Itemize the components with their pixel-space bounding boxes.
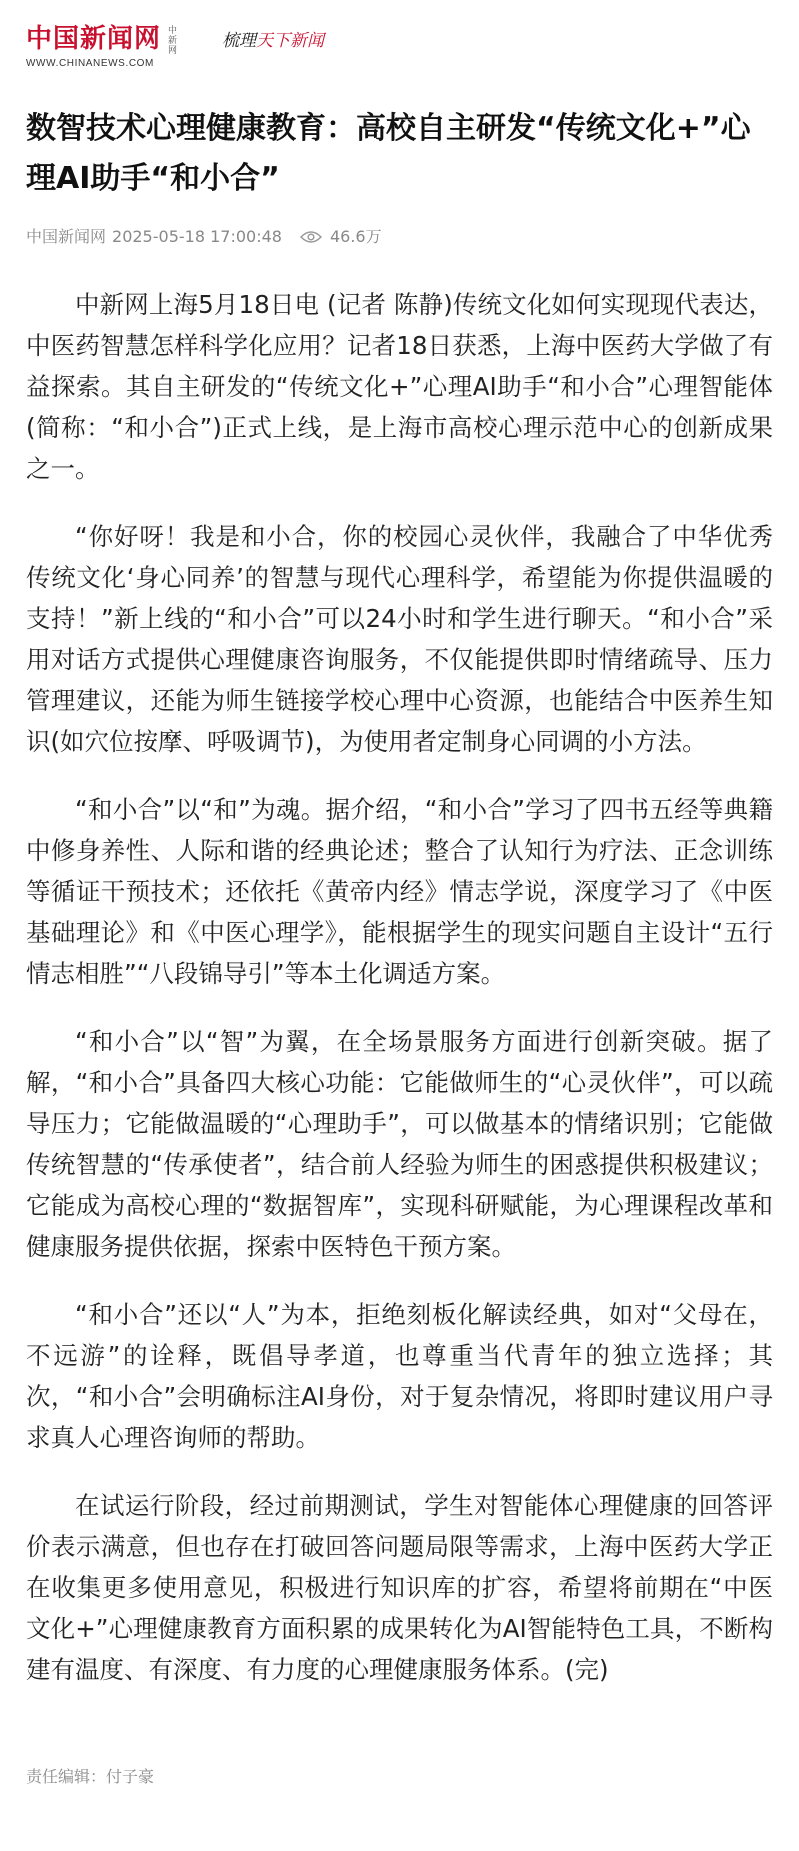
responsible-editor: 责任编辑：付子豪 xyxy=(26,1767,155,1786)
article-paragraph: “你好呀！我是和小合，你的校园心灵伙伴，我融合了中华优秀传统文化‘身心同养’的智慧与现代心理科学，希望能为你提供温暖的支持！”新上线的“和小合”可以24小时和学生进行聊天。“和小合”采用对话方式提供心理健康咨询服务，不仅能提供即时情绪疏导、压力管理建议，还能为师生链接学校心理中心资源，也能结合中医养生知识(如穴位按摩、呼吸调节)，为使用者定制身心同调的小方法。 xyxy=(26,522,773,756)
article-meta xyxy=(26,226,382,248)
article-paragraph: 在试运行阶段，经过前期测试，学生对智能体心理健康的回答评价表示满意，但也存在打破回答问题局限等需求，上海中医药大学正在收集更多使用意见，积极进行知识库的扩容，希望将前期在“中医文化+”心理健康教育方面积累的成果转化为AI智能特色工具，不断构建有温度、有深度、有力度的心理健康服务体系。(完) xyxy=(26,1491,773,1684)
slogan-highlight: 天下新闻 xyxy=(256,31,324,51)
eye-icon xyxy=(300,230,322,244)
site-header xyxy=(26,22,786,72)
slogan-prefix: 梳理 xyxy=(222,31,256,51)
site-logo[interactable]: 中国新闻网 xyxy=(26,24,162,54)
article-title: 数智技术心理健康教育：高校自主研发“传统文化+”心理AI助手“和小合” xyxy=(26,111,751,196)
article-source: 中国新闻网 xyxy=(26,227,107,246)
view-count: 46.6万 xyxy=(329,227,382,246)
article-paragraph: “和小合”还以“人”为本，拒绝刻板化解读经典，如对“父母在，不远游”的诠释，既倡导孝道，也尊重当代青年的独立选择；其次，“和小合”会明确标注AI身份，对于复杂情况，将即时建议用户寻求真人心理咨询师的帮助。 xyxy=(26,1300,773,1452)
article-paragraph: 中新网上海5月18日电 (记者 陈静)传统文化如何实现现代表达，中医药智慧怎样科学化应用？记者18日获悉，上海中医药大学做了有益探索。其自主研发的“传统文化+”心理AI助手“和小合”心理智能体(简称：“和小合”)正式上线，是上海市高校心理示范中心的创新成果之一。 xyxy=(26,290,773,483)
logo-side-text: 中新网 xyxy=(168,26,178,56)
article-paragraph: “和小合”以“和”为魂。据介绍，“和小合”学习了四书五经等典籍中修身养性、人际和谐的经典论述；整合了认知行为疗法、正念训练等循证干预技术；还依托《黄帝内经》情志学说，深度学习了《中医基础理论》和《中医心理学》，能根据学生的现实问题自主设计“五行情志相胜”“八段锦导引”等本土化调适方案。 xyxy=(26,795,773,988)
site-slogan xyxy=(222,30,324,52)
article-paragraph: “和小合”以“智”为翼，在全场景服务方面进行创新突破。据了解，“和小合”具备四大核心功能：它能做师生的“心灵伙伴”，可以疏导压力；它能做温暖的“心理助手”，可以做基本的情绪识别；它能做传统智慧的“传承使者”，结合前人经验为师生的困惑提供积极建议；它能成为高校心理的“数据智库”，实现科研赋能，为心理课程改革和健康服务提供依据，探索中医特色干预方案。 xyxy=(26,1027,773,1261)
article-body xyxy=(26,284,773,1717)
article-datetime: 2025-05-18 17:00:48 xyxy=(112,227,282,246)
site-url: WWW.CHINANEWS.COM xyxy=(26,58,154,69)
